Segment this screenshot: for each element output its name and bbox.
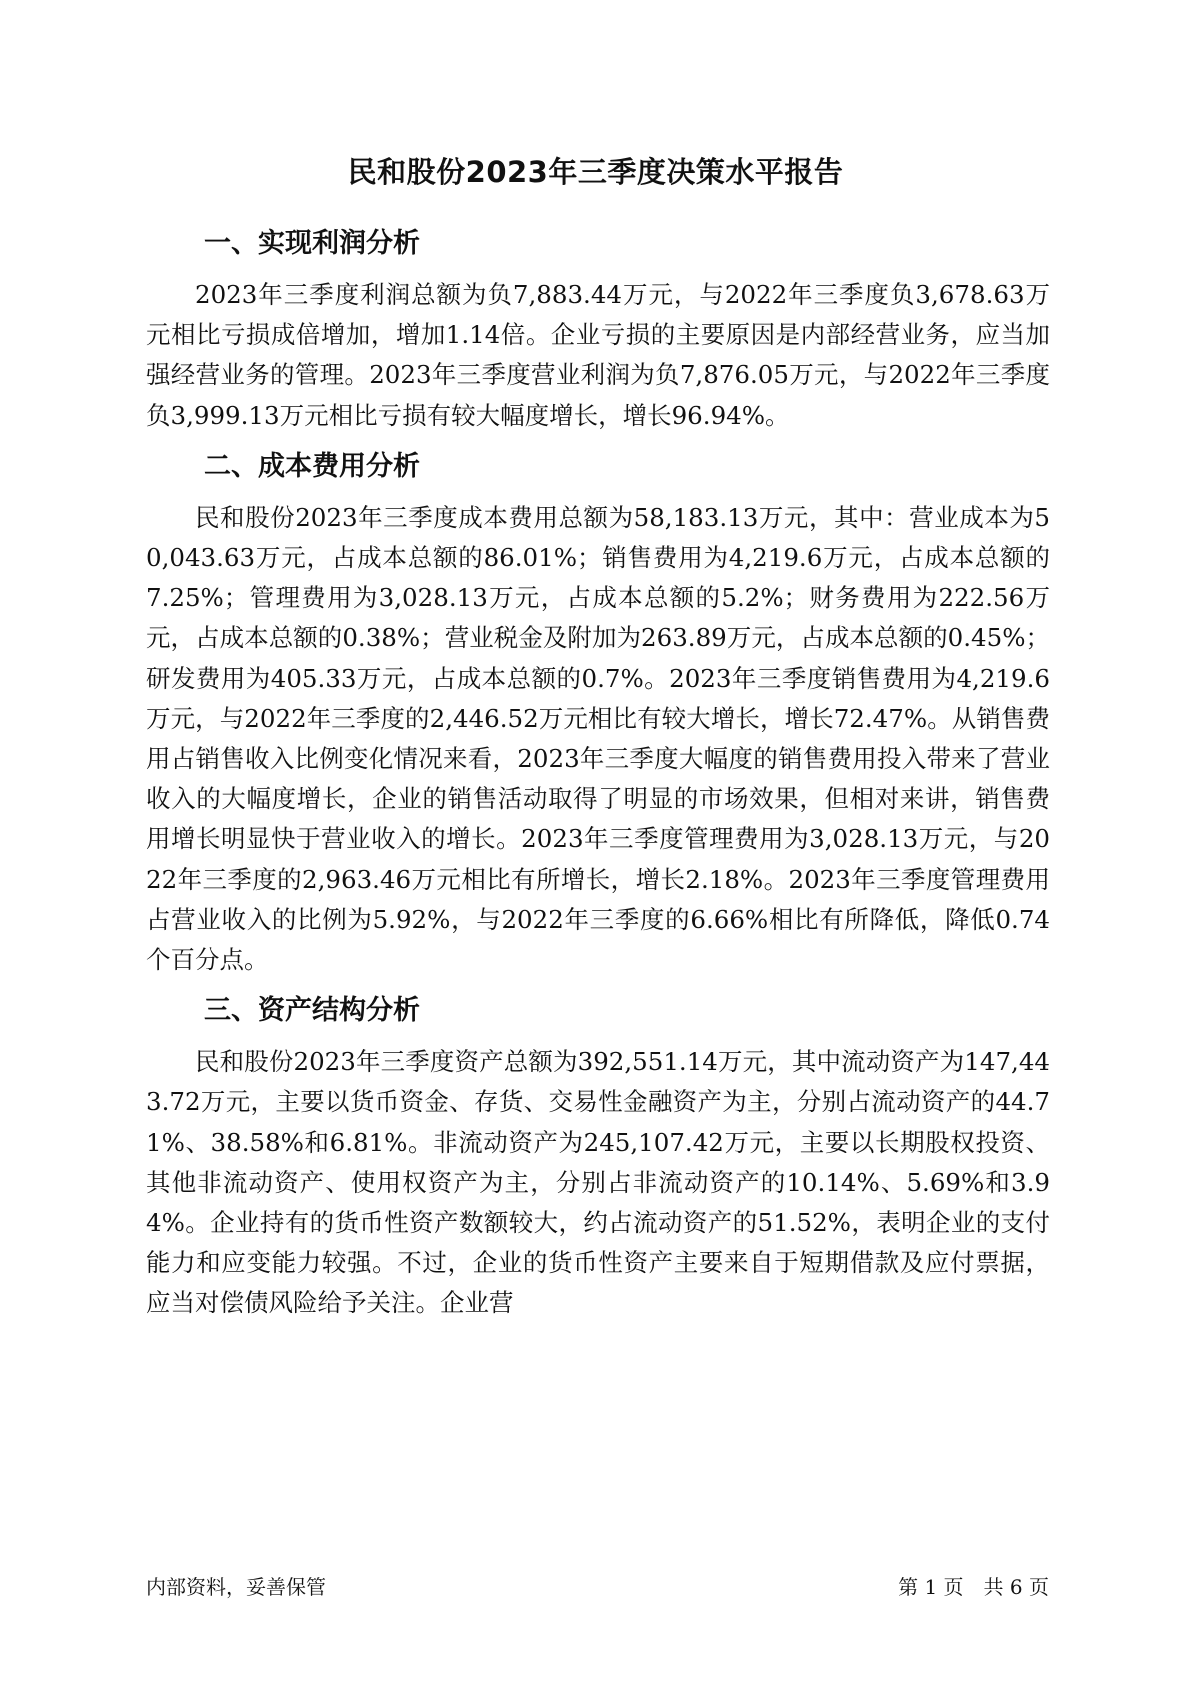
footer-page-number: 第 1 页 共 6 页 — [898, 1575, 1049, 1599]
section-paragraph: 民和股份2023年三季度成本费用总额为58,183.13万元，其中：营业成本为50,043.63万元，占成本总额的86.01%；销售费用为4,219.6万元，占成本总额的7.25%；管理费用为3,028.13万元，占成本总额的5.2%；财务费用为222.56万元，占成本总额的0.38%；营业税金及附加为263.89万元，占成本总额的0.45%；研发费用为405.33万元，占成本总额的0.7%。2023年三季度销售费用为4,219.6万元，与2022年三季度的2,446.52万元相比有较大增长，增长72.47%。从销售费用占销售收入比例变化情况来看，2023年三季度大幅度的销售费用投入带来了营业收入的大幅度增长，企业的销售活动取得了明显的市场效果，但相对来讲，销售费用增长明显快于营业收入的增长。2023年三季度管理费用为3,028.13万元，与2022年三季度的2,963.46万元相比有所增长，增长2.18%。2023年三季度管理费用占营业收入的比例为5.92%，与2022年三季度的6.66%相比有所降低，降低0.74个百分点。 — [146, 502, 1050, 975]
section-asset-structure — [146, 992, 1050, 1323]
section-heading: 三、资产结构分析 — [204, 995, 420, 1027]
document-title: 民和股份2023年三季度决策水平报告 — [347, 155, 844, 189]
section-heading: 一、实现利润分析 — [204, 228, 420, 259]
document-body — [146, 225, 1050, 1336]
footer-confidential-note: 内部资料，妥善保管 — [146, 1575, 326, 1599]
section-paragraph: 民和股份2023年三季度资产总额为392,551.14万元，其中流动资产为147,443.72万元，主要以货币资金、存货、交易性金融资产为主，分别占流动资产的44.71%、38.58%和6.81%。非流动资产为245,107.42万元，主要以长期股权投资、其他非流动资产、使用权资产为主，分别占非流动资产的10.14%、5.69%和3.94%。企业持有的货币性资产数额较大，约占流动资产的51.52%，表明企业的支付能力和应变能力较强。不过，企业的货币性资产主要来自于短期借款及应付票据，应当对偿债风险给予关注。企业营 — [146, 1047, 1050, 1318]
section-heading: 二、成本费用分析 — [204, 450, 420, 482]
section-paragraph: 2023年三季度利润总额为负7,883.44万元，与2022年三季度负3,678.63万元相比亏损成倍增加，增加1.14倍。企业亏损的主要原因是内部经营业务，应当加强经营业务的管理。2023年三季度营业利润为负7,876.05万元，与2022年三季度负3,999.13万元相比亏损有较大幅度增长，增长96.94%。 — [146, 280, 1050, 430]
section-cost-analysis — [146, 448, 1050, 980]
section-profit-analysis — [146, 225, 1050, 436]
